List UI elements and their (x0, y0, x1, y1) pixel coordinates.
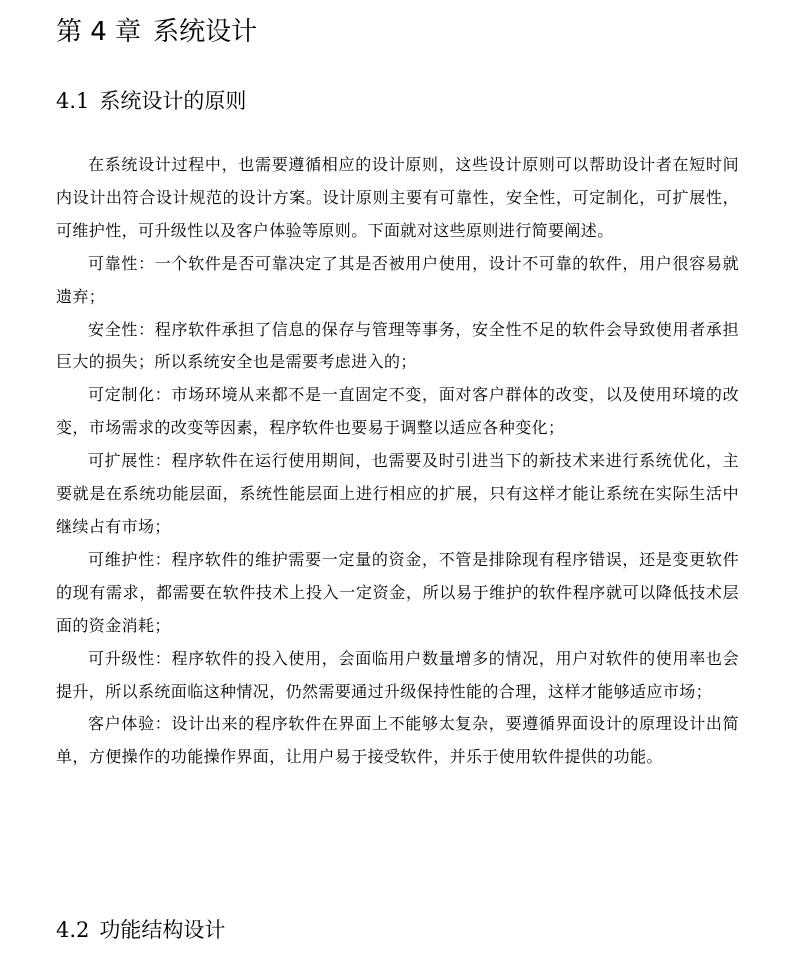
paragraph-upgradability: 可升级性：程序软件的投入使用，会面临用户数量增多的情况，用户对软件的使用率也会提升，所以系统面临这种情况，仍然需要通过升级保持性能的合理，这样才能够适应市场； (56, 648, 739, 701)
section-heading (56, 915, 225, 945)
section-title-text: 系统设计的原则 (99, 89, 247, 113)
paragraph-intro: 在系统设计过程中，也需要遵循相应的设计原则，这些设计原则可以帮助设计者在短时间内设计出符合设计规范的设计方案。设计原则主要有可靠性，安全性，可定制化，可扩展性，可维护性，可升级性以及客户体验等原则。下面就对这些原则进行简要阐述。 (56, 155, 739, 240)
chapter-title-text: 系统设计 (153, 17, 258, 47)
chapter-number: 第 4 章 (56, 17, 142, 47)
paragraph-maintainability: 可维护性：程序软件的维护需要一定量的资金，不管是排除现有程序错误，还是变更软件的现有需求，都需要在软件技术上投入一定资金，所以易于维护的软件程序就可以降低技术层面的资金消耗； (56, 549, 739, 635)
chapter-title (56, 14, 257, 50)
paragraph-extensibility: 可扩展性：程序软件在运行使用期间，也需要及时引进当下的新技术来进行系统优化，主要就是在系统功能层面，系统性能层面上进行相应的扩展，只有这样才能让系统在实际生活中继续占有市场； (56, 451, 739, 536)
section-number: 4.1 (56, 89, 90, 113)
section-number: 4.2 (56, 918, 90, 942)
paragraph-reliability: 可靠性：一个软件是否可靠决定了其是否被用户使用，设计不可靠的软件，用户很容易就遗弃； (56, 253, 739, 306)
paragraph-security: 安全性：程序软件承担了信息的保存与管理等事务，安全性不足的软件会导致使用者承担巨大的损失；所以系统安全也是需要考虑进入的； (56, 319, 739, 372)
section-heading (56, 86, 246, 116)
paragraph-customizability: 可定制化：市场环境从来都不是一直固定不变，面对客户群体的改变，以及使用环境的改变，市场需求的改变等因素，程序软件也要易于调整以适应各种变化； (56, 385, 739, 438)
section-body (56, 149, 739, 774)
section-title-text: 功能结构设计 (99, 918, 226, 942)
paragraph-user-experience: 客户体验：设计出来的程序软件在界面上不能够太复杂，要遵循界面设计的原理设计出简单，方便操作的功能操作界面，让用户易于接受软件，并乐于使用软件提供的功能。 (56, 714, 739, 767)
